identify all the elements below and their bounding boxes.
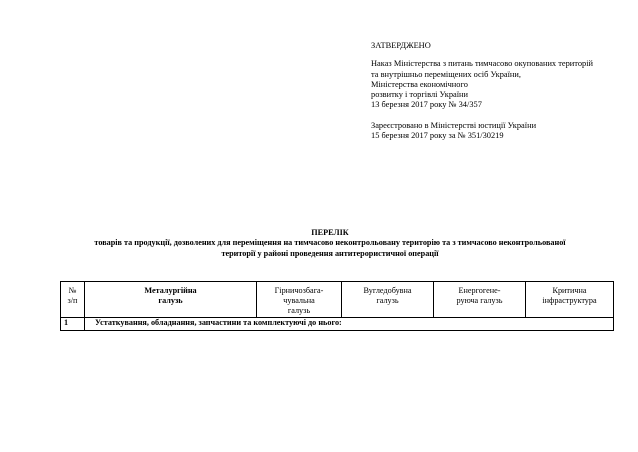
header-coal: Вугледобувна галузь [342,282,434,318]
row-number: 1 [61,318,85,331]
approval-order-line: та внутрішньо переміщених осіб України, [371,69,521,79]
document-subtitle: товарів та продукції, дозволених для переміщення на тимчасово неконтрольовану територію та з тимчасово неконтрольованої [94,238,566,248]
header-metallurgy: Металургійна галузь [85,282,257,318]
approval-title: ЗАТВЕРДЖЕНО [371,41,431,50]
registration-number: 15 березня 2017 року за № 351/30219 [371,131,504,141]
approval-block [371,41,621,141]
registration-line: Зареєстровано в Міністерстві юстиції України [371,120,537,130]
approval-order-line: Наказ Міністерства з питань тимчасово окупованих територій [371,59,593,69]
approval-order-line: розвитку і торгівлі України [371,90,469,100]
document-title: ПЕРЕЛІК [311,228,349,237]
document-heading [40,228,620,259]
table-row [61,318,614,331]
header-mining: Гірничозбага- чувальна галузь [257,282,342,318]
approval-order-line: Міністерства економічного [371,79,468,89]
row-description: Устаткування, обладнання, запчастини та комплектуючі до нього: [85,318,614,331]
table-header-row [61,282,614,318]
approval-order-date: 13 березня 2017 року № 34/357 [371,100,482,110]
header-energy: Енергогене- руюча галузь [434,282,526,318]
header-number: № з/п [61,282,85,318]
document-subtitle: території у районі проведення антитерористичної операції [221,248,439,258]
goods-table [60,281,614,331]
header-infrastructure: Критична інфраструктура [526,282,614,318]
